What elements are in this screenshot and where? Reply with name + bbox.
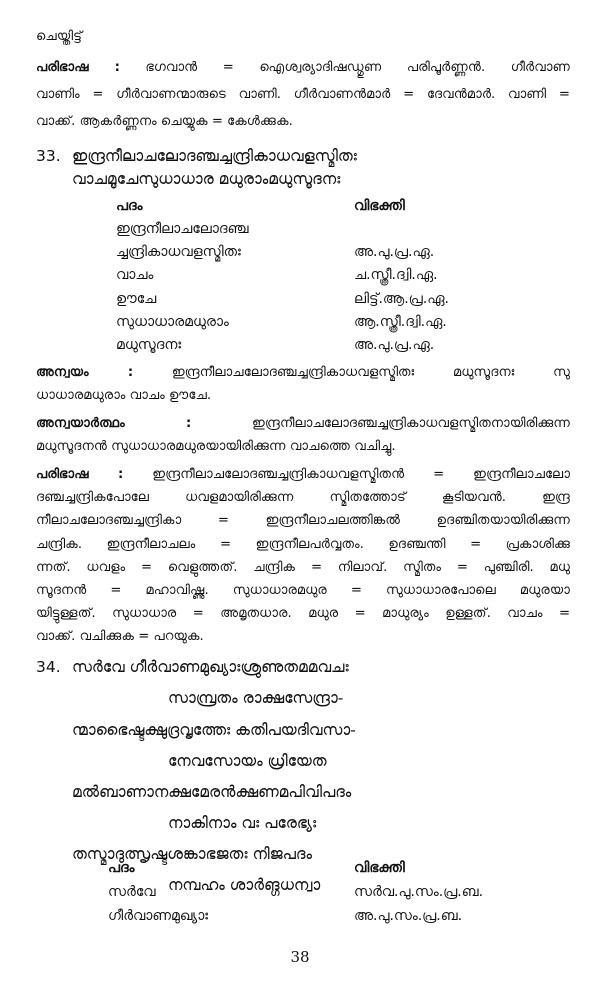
verse34-table-header-word: പദം [108, 860, 135, 876]
verse33-line-2: വാചമൂചേസുധാധാര മധുരാംമധുസൂദനഃ [72, 170, 341, 188]
verse34-number: 34. [36, 658, 61, 676]
paribhasha2-line-3: നീലാചലോദഞ്ചച്ചന്ദ്രികാ = ഇന്ദ്രനീലാചലത്തിങ്കൽ ഉദഞ്ചിതയായിരിക്കുന്ന [36, 513, 570, 528]
verse33-row-3-case: ച.സ്ത്രീ.ദ്വി.ഏ. [354, 267, 438, 283]
paribhasha1-line-1: പരിഭാഷ : ഭഗവാൻ = ഐശ്വര്യാദിഷഡ്ഗുണ പരിപൂർണ്ണൻ. ഗീർവാണ [36, 60, 570, 75]
verse34-row-2-case: അ.പു.സം.പ്ര.ബ. [354, 908, 463, 924]
paribhasha2-line-1: പരിഭാഷ : ഇന്ദ്രനീലാചലോദഞ്ചച്ചന്ദ്രികാധവളസ്മിതൻ = ഇന്ദ്രനീലാചലോ [36, 467, 570, 482]
verse33-row-3-word: വാചം [116, 267, 154, 283]
verse34-line-4: നേവസോയം ധ്രിയേത [168, 752, 327, 770]
anvayam-label: അന്വയം : [36, 365, 134, 380]
paribhasha1-label: പരിഭാഷ : [36, 60, 120, 75]
verse34-row-1-case: സർവ.പു.സം.പ്ര.ബ. [354, 884, 484, 900]
paribhasha2-line-6: സൂദനൻ = മഹാവിഷ്ണു. സുധാധാരമധുര = സുധാധാരപോലെ മധുരയാ [36, 583, 570, 598]
verse34-line-8: നമ്പഹം ശാർങ്ഗധന്വാ [168, 876, 321, 894]
paribhasha2-label: പരിഭാഷ : [36, 467, 124, 482]
paribhasha1-line-3: വാക്ക്. ആകർണ്ണനം ചെയ്യുക = കേൾക്കുക. [36, 114, 293, 129]
verse33-row-4-case: ലിട്ട്.ആ.പ്ര.ഏ. [354, 291, 449, 307]
verse33-row-6-case: അ.പു.പ്ര.ഏ. [354, 337, 435, 353]
page-number: 38 [290, 948, 310, 966]
verse34-line-2: സാമ്പ്രതം രാക്ഷസേന്ദ്രാ- [168, 689, 344, 707]
paribhasha2-line-2: ദഞ്ചച്ചന്ദ്രികപോലേ ധവളമായിരിക്കുന്ന സ്മിതത്തോട് കൂടിയവൻ. ഇന്ദ്ര [36, 490, 570, 505]
verse34-line-3: ന്മാഭൈഷ്ടക്ഷുദ്രവൃത്തേഃ കതിപയദിവസാ- [72, 721, 356, 739]
verse33-number: 33. [36, 147, 61, 165]
verse33-table-header-word: പദം [116, 198, 143, 214]
anvayartham-line-2: മധുസൂദനൻ സുധാധാരമധുരയായിരിക്കുന്ന വാചത്തെ വചിച്ചു. [36, 439, 396, 454]
verse33-row-5-case: ആ.സ്ത്രീ.ദ്വി.ഏ. [354, 314, 447, 330]
verse33-row-1-word: ഇന്ദ്രനീലാചലോദഞ്ച [116, 221, 249, 237]
verse34-line-6: നാകിനാം വഃ പരേഭ്യഃ [168, 814, 317, 832]
verse34-line-5: മൽബാണാനക്ഷമേരൻക്ഷണമപിവിപദം [72, 783, 352, 801]
verse33-table-header-case: വിഭക്തി [354, 198, 405, 214]
anvayam-line-2: ധാധാരമധുരാം വാചം ഊചേ. [36, 388, 212, 403]
paribhasha2-line-7: യിട്ടുള്ളത്. സുധാധാര = അമൃതധാര. മധുര = മാധുര്യം ഉള്ളത്. വാചം = [36, 606, 570, 621]
paribhasha2-line-5: ന്നത്. ധവളം = വെളുത്തത്. ചന്ദ്രിക = നിലാവ്. സ്മിതം = പുഞ്ചിരി. മധു [36, 560, 570, 575]
verse33-row-2-word: ച്ചന്ദ്രികാധവളസ്മിതഃ [116, 244, 241, 260]
verse34-row-1-word: സർവേ [108, 884, 156, 900]
anvayartham-label: അന്വയാർത്ഥം : [36, 416, 192, 431]
verse34-row-2-word: ഗീർവാണമുഖ്യാഃ [108, 908, 209, 924]
verse34-line-7: തസ്മാദുത്സൃഷ്ടശങ്കാഭജതഃ നിജപദം [72, 845, 312, 863]
verse33-row-2-case: അ.പു.പ്ര.ഏ. [354, 244, 435, 260]
paribhasha1-line-2: വാണിം = ഗീർവാണന്മാരുടെ വാണി. ഗീർവാണൻമാർ = ദേവൻമാർ. വാണി = [36, 87, 570, 102]
verse33-row-5-word: സുധാധാരമധുരാം [116, 314, 229, 330]
verse33-row-4-word: ഊചേ [116, 291, 157, 307]
verse33-line-1: ഇന്ദ്രനീലാചലോദഞ്ചച്ചന്ദ്രികാധവളസ്മിതഃ [72, 147, 357, 165]
paribhasha2-line-4: ചന്ദ്രിക. ഇന്ദ്രനീലാചലം = ഇന്ദ്രനീലപർവ്വതം. ഉദഞ്ചന്തി = പ്രകാശിക്കു [36, 537, 570, 552]
top-line: ചെയ്തിട്ട് [36, 29, 83, 44]
anvayartham-line-1: അന്വയാർത്ഥം : ഇന്ദ്രനീലാചലോദഞ്ചച്ചന്ദ്രികാധവളസ്മിതനായിരിക്കുന്ന [36, 416, 570, 431]
verse34-table-header-case: വിഭക്തി [354, 860, 405, 876]
anvayam-line-1: അന്വയം : ഇന്ദ്രനീലാചലോദഞ്ചച്ചന്ദ്രികാധവളസ്മിതഃ മധുസൂദനഃ സു [36, 365, 571, 380]
verse34-line-1: സർവേ ഗീർവാണമുഖ്യാഃശ്രുണുതമമവചഃ [72, 658, 349, 676]
verse33-row-6-word: മധുസൂദനഃ [116, 337, 182, 353]
paribhasha2-line-8: വാക്ക്. വചിക്കുക = പറയുക. [36, 629, 204, 644]
